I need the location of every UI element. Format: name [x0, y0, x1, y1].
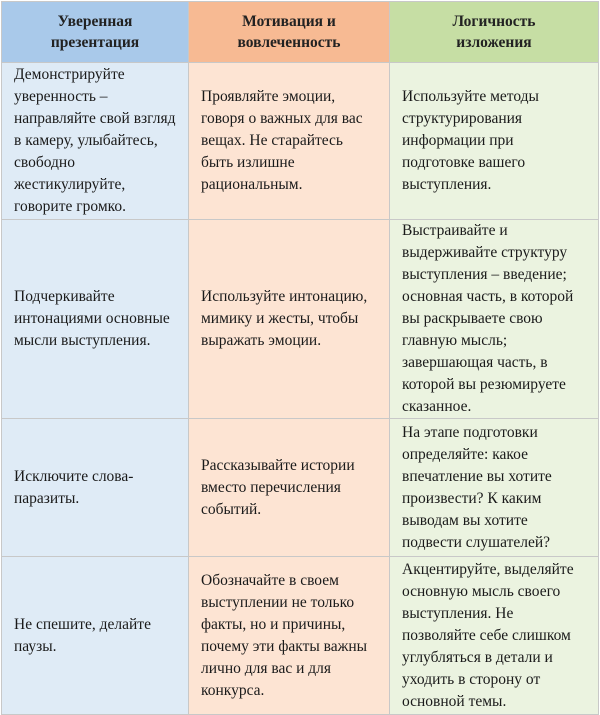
table-row	[2, 557, 599, 715]
table-cell: Обозначайте в своем выступлении не только факты, но и причины, почему эти факты важны лично для вас и для конкурса.	[189, 557, 390, 715]
header-motivation-line1: Мотивация и	[242, 13, 336, 30]
header-logic	[390, 2, 599, 63]
table-cell: Подчеркивайте интонациями основные мысли выступления.	[2, 220, 189, 419]
table-cell: На этапе подготовки определяйте: какое впечатление вы хотите произвести? К каким выводам вы хотите подвести слушателей?	[390, 419, 599, 557]
table-cell: Проявляйте эмоции, говоря о важных для вас вещах. Не старайтесь быть излишне рациональным.	[189, 63, 390, 220]
table-cell: Исключите слова-паразиты.	[2, 419, 189, 557]
table-cell: Выстраивайте и выдерживайте структуру выступления – введение; основная часть, в которой вы раскрываете свою главную мысль; завершающая часть, в которой вы резюмируете сказанное.	[390, 220, 599, 419]
table-cell: Используйте методы структурирования информации при подготовке вашего выступления.	[390, 63, 599, 220]
header-logic-line1: Логичность	[452, 13, 536, 30]
table-cell: Акцентируйте, выделяйте основную мысль своего выступления. Не позволяйте себе слишком углубляться в детали и уходить в сторону от основной темы.	[390, 557, 599, 715]
header-confident-presentation	[2, 2, 189, 63]
table-row	[2, 63, 599, 220]
table-cell: Демонстрируйте уверенность – направляйте свой взгляд в камеру, улыбайтесь, свободно жестикулируйте, говорите громко.	[2, 63, 189, 220]
header-row	[2, 2, 599, 63]
table-row	[2, 220, 599, 419]
table-cell: Рассказывайте истории вместо перечисления событий.	[189, 419, 390, 557]
header-logic-line2: изложения	[456, 34, 532, 51]
header-motivation	[189, 2, 390, 63]
table-cell: Не спешите, делайте паузы.	[2, 557, 189, 715]
presentation-tips-table	[1, 1, 599, 715]
header-motivation-line2: вовлеченность	[237, 34, 341, 51]
table-row	[2, 419, 599, 557]
header-confident-line2: презентация	[50, 34, 140, 51]
table-cell: Используйте интонацию, мимику и жесты, чтобы выражать эмоции.	[189, 220, 390, 419]
header-confident-line1: Уверенная	[57, 13, 133, 30]
